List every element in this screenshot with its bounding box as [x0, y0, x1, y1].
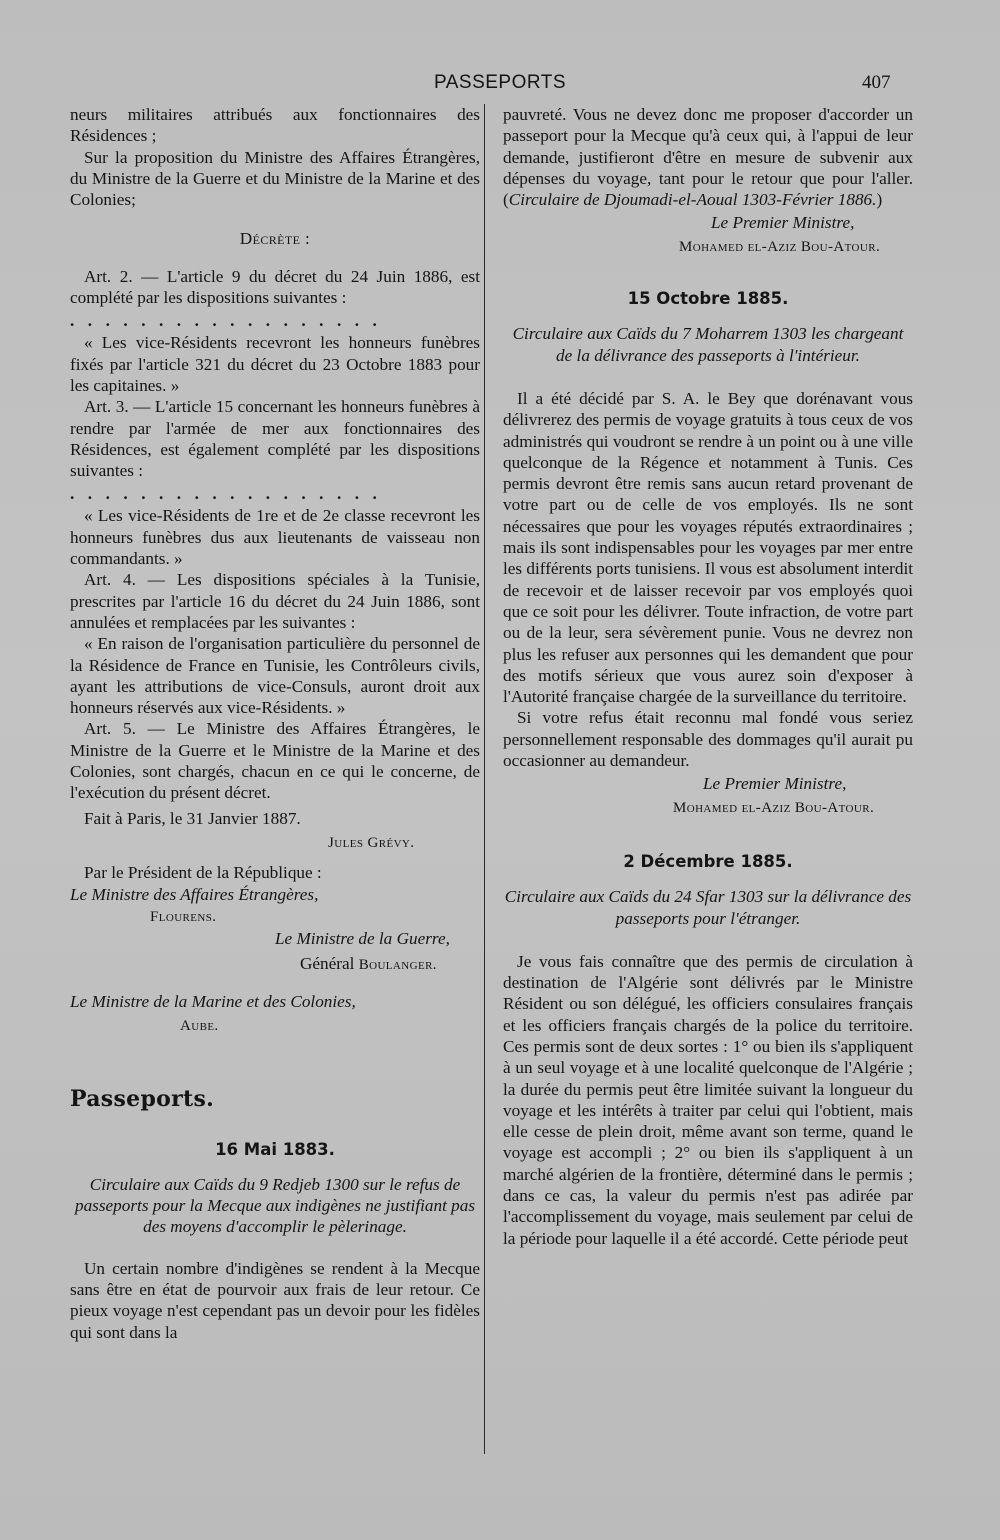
date-heading: 16 Mai 1883.: [215, 1139, 335, 1159]
signature-name: Boulanger.: [358, 957, 437, 974]
minister-title: Le Ministre de la Guerre,: [275, 929, 450, 949]
circular-title: Circulaire aux Caïds du 9 Redjeb 1300 sur le refus de passeports pour la Mecque aux indigènes ne justifiant pas des moyens d'accomplir le pèlerinage.: [74, 1174, 476, 1237]
article-2: Art. 2. — L'article 9 du décret du 24 Juin 1886, est complété par les dispositions suivantes :: [70, 266, 480, 308]
paragraph-text: ): [876, 190, 883, 210]
citation: Circulaire de Djoumadi-el-Aoual 1303-Février 1886.: [508, 190, 877, 210]
signature: Mohamed el-Aziz Bou-Atour.: [679, 238, 881, 255]
date-place: Fait à Paris, le 31 Janvier 1887.: [84, 808, 301, 828]
signature: Mohamed el-Aziz Bou-Atour.: [673, 799, 875, 816]
column-divider: [484, 104, 485, 1454]
article-4: Art. 4. — Les dispositions spéciales à la Tunisie, prescrites par l'article 16 du décret du 24 Juin 1886, sont annulées et remplacées par les suivantes :: [70, 570, 480, 632]
minister-title: Le Ministre des Affaires Étrangères,: [70, 884, 319, 904]
page-number: 407: [862, 72, 891, 93]
signature: Jules Grévy.: [328, 834, 415, 851]
running-title: PASSEPORTS: [433, 72, 567, 93]
date-heading: 2 Décembre 1885.: [623, 851, 793, 871]
minister-title: Le Premier Ministre,: [711, 213, 855, 233]
paragraph-text: pauvreté. Vous ne devez donc me proposer d'accorder un passeport pour la Mecque qu'à ceux qui, à l'appui de leur demande, justifieront d'être en mesure de subvenir aux dépenses du voyage, tant pour le retour que pour l'aller. (: [503, 105, 913, 210]
quote: « Les vice-Résidents recevront les honneurs funèbres fixés par l'article 321 du décret du 23 Octobre 1883 pour les capitaines. »: [70, 333, 480, 395]
signature: Aube.: [180, 1017, 219, 1034]
article-3: Art. 3. — L'article 15 concernant les honneurs funèbres à rendre par l'armée de mer aux fonctionnaires des Résidences, est également complété par les dispositions suivantes :: [70, 397, 480, 481]
quote: « En raison de l'organisation particulière du personnel de la Résidence de France en Tunisie, les Contrôleurs civils, ayant les attributions de vice-Consuls, auront droit aux honneurs réservés aux vice-Résidents. »: [70, 634, 480, 718]
paragraph: [503, 104, 913, 210]
section-title: Passeports.: [70, 1086, 215, 1113]
paragraph: Un certain nombre d'indigènes se rendent à la Mecque sans être en état de pourvoir aux frais de leur retour. Ce pieux voyage n'est cependant pas un devoir pour les fidèles qui sont dans la: [70, 1258, 480, 1342]
signature: Flourens.: [150, 908, 217, 925]
signature: [70, 953, 480, 976]
left-column: [70, 104, 480, 1343]
minister-title: Le Premier Ministre,: [703, 774, 847, 794]
decree-heading: Décrète :: [239, 229, 311, 249]
right-column: [503, 104, 913, 1249]
paragraph: neurs militaires attribués aux fonctionnaires des Résidences ;: [70, 105, 480, 146]
paragraph: Je vous fais connaître que des permis de circulation à destination de l'Algérie sont délivrés par le Ministre Résident ou son délégué, les officiers consulaires français et les officiers français chargés de la police du territoire. Ces permis sont de deux sortes : 1° ou bien ils s'appliquent à un seul voyage et à une localité quelconque de l'Algérie ; la durée du permis peut être limitée suivant la longueur du voyage et les intérêts à traiter par celui qui l'obtient, mais elle cesse de plein droit, même avant son terme, quand le voyage est accompli ; 2° ou bien ils s'appliquent à un marché algérien de la frontière, déterminé dans le permis ; dans ce cas, la valeur du permis n'est pas adirée par l'accomplissement du voyage, mais seulement par celui de la période pour laquelle il a été accordé. Cette période peut: [503, 951, 913, 1248]
rank: Général: [300, 954, 359, 974]
paragraph: Par le Président de la République :: [84, 863, 322, 883]
ellipsis-separator: ..................: [70, 311, 391, 331]
ellipsis-separator: ..................: [70, 484, 391, 504]
date-heading: 15 Octobre 1885.: [627, 289, 789, 309]
minister-title: Le Ministre de la Marine et des Colonies,: [70, 991, 356, 1011]
circular-title: Circulaire aux Caïds du 24 Sfar 1303 sur la délivrance des passeports pour l'étranger.: [504, 887, 912, 928]
running-header: [0, 72, 1000, 98]
circular-title: Circulaire aux Caïds du 7 Moharrem 1303 les chargeant de la délivrance des passeports à l'intérieur.: [512, 324, 904, 365]
article-5: Art. 5. — Le Ministre des Affaires Étrangères, le Ministre de la Guerre et le Ministre de la Marine et des Colonies, sont chargés, chacun en ce qui le concerne, de l'exécution du présent décret.: [70, 719, 480, 803]
paragraph: Sur la proposition du Ministre des Affaires Étrangères, du Ministre de la Guerre et du Ministre de la Marine et des Colonies;: [70, 147, 480, 210]
quote: « Les vice-Résidents de 1re et de 2e classe recevront les honneurs funèbres dus aux lieutenants de vaisseau non commandants. »: [70, 506, 480, 569]
paragraph: Il a été décidé par S. A. le Bey que dorénavant vous délivrerez des permis de voyage gratuits à tous ceux de vos administrés qui voudront se rendre à un point ou à une ville quelconque de la Régence et notamment à Tunis. Ces permis devront être remis sans aucun retard provenant de votre part ou de celle de vos employés. Ils ne sont nécessaires que pour les voyages réputés extraordinaires ; mais ils sont indispensables pour les voyages par mer entre les différents ports tunisiens. Il vous est absolument interdit de recevoir et de laisser recevoir par vos employés quoi que ce soit pour les délivrer. Toute infraction, de votre part ou de la leur, sera sévèrement punie. Vous ne devrez non plus les refuser aux personnes qui les demandent que pour des motifs sérieux que vous aurez soin d'exposer à l'Autorité française chargée de la surveillance du territoire.: [503, 388, 913, 707]
paragraph: Si votre refus était reconnu mal fondé vous seriez personnellement responsable des dommages qu'il aurait pu occasionner au demandeur.: [503, 708, 913, 771]
